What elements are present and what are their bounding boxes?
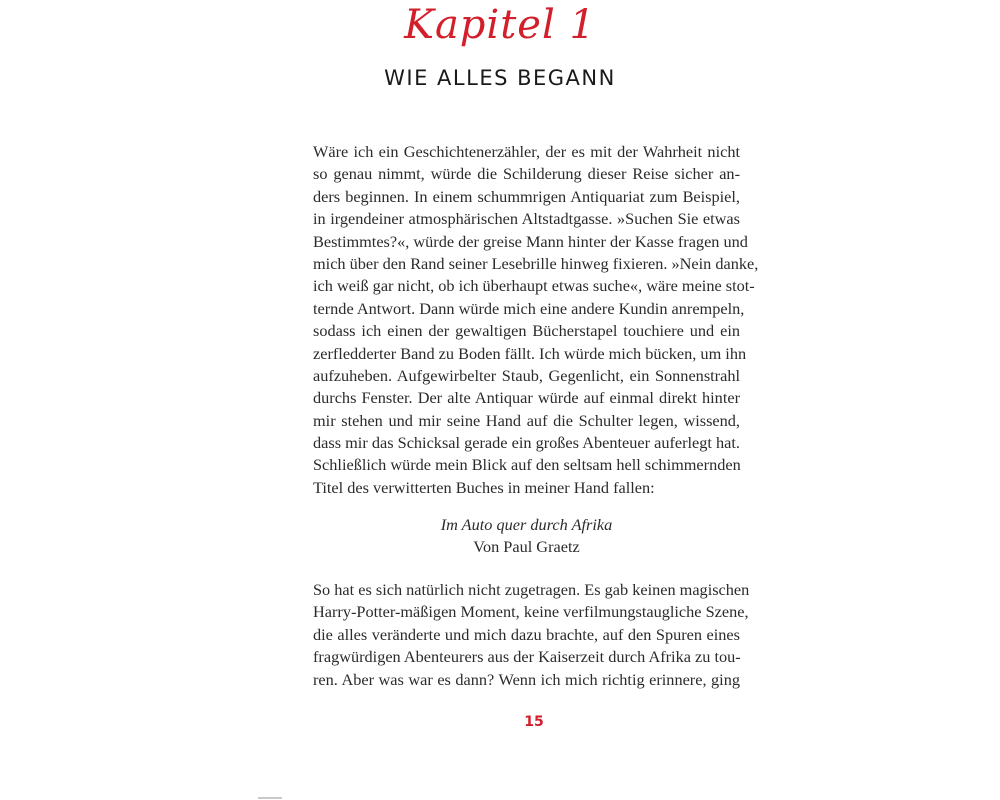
chapter-label: Kapitel 1: [404, 2, 596, 48]
paragraph-1: [313, 141, 759, 499]
text-line: sodass ich einen der gewaltigen Bücherstapel touchiere und ein: [313, 321, 740, 341]
text-line: Harry-Potter-mäßigen Moment, keine verfilmungstaugliche Szene,: [313, 602, 749, 622]
text-line: durchs Fenster. Der alte Antiquar würde auf einmal direkt hinter: [313, 388, 740, 408]
text-line: Wäre ich ein Geschichtenerzähler, der es mit der Wahrheit nicht: [313, 142, 740, 161]
text-line: So hat es sich natürlich nicht zugetragen. Es gab keinen magischen: [313, 580, 750, 599]
text-line: Bestimmtes?«, würde der greise Mann hinter der Kasse fragen und: [313, 231, 748, 251]
paragraph-2: [313, 579, 750, 691]
text-line: ders beginnen. In einem schummrigen Antiquariat zum Beispiel,: [313, 186, 740, 206]
citation-title: Im Auto quer durch Afrika: [440, 515, 613, 534]
text-line: ich weiß gar nicht, ob ich überhaupt etwas suche«, wäre meine stot-: [313, 276, 755, 296]
text-line: zerfledderter Band zu Boden fällt. Ich würde mich bücken, um ihn: [313, 343, 747, 363]
page-number: 15: [524, 714, 544, 730]
text-line: so genau nimmt, würde die Schilderung dieser Reise sicher an-: [313, 164, 740, 184]
bottom-edge-mark: [258, 797, 282, 799]
text-line: Titel des verwitterten Buches in meiner Hand fallen:: [313, 477, 655, 497]
text-line: dass mir das Schicksal gerade ein großes Abenteuer auferlegt hat.: [313, 433, 740, 453]
text-line: mir stehen und mir seine Hand auf die Schulter legen, wissend,: [313, 410, 740, 430]
text-line: mich über den Rand seiner Lesebrille hinweg fixieren. »Nein danke,: [313, 253, 759, 273]
text-line: ternde Antwort. Dann würde mich eine andere Kundin anrempeln,: [313, 298, 745, 318]
chapter-title: WIE ALLES BEGANN: [384, 66, 616, 90]
text-line: ren. Aber was war es dann? Wenn ich mich richtig erinnere, ging: [313, 669, 740, 689]
text-line: aufzuheben. Aufgewirbelter Staub, Gegenlicht, ein Sonnenstrahl: [313, 365, 740, 385]
book-citation: [313, 514, 740, 559]
text-line: fragwürdigen Abenteurers aus der Kaiserzeit durch Afrika zu tou-: [313, 647, 741, 667]
text-line: in irgendeiner atmosphärischen Altstadtgasse. »Suchen Sie etwas: [313, 209, 740, 229]
text-line: die alles veränderte und mich dazu brachte, auf den Spuren eines: [313, 624, 740, 644]
citation-author: Von Paul Graetz: [473, 537, 580, 557]
text-line: Schließlich würde mein Blick auf den seltsam hell schimmernden: [313, 455, 741, 475]
